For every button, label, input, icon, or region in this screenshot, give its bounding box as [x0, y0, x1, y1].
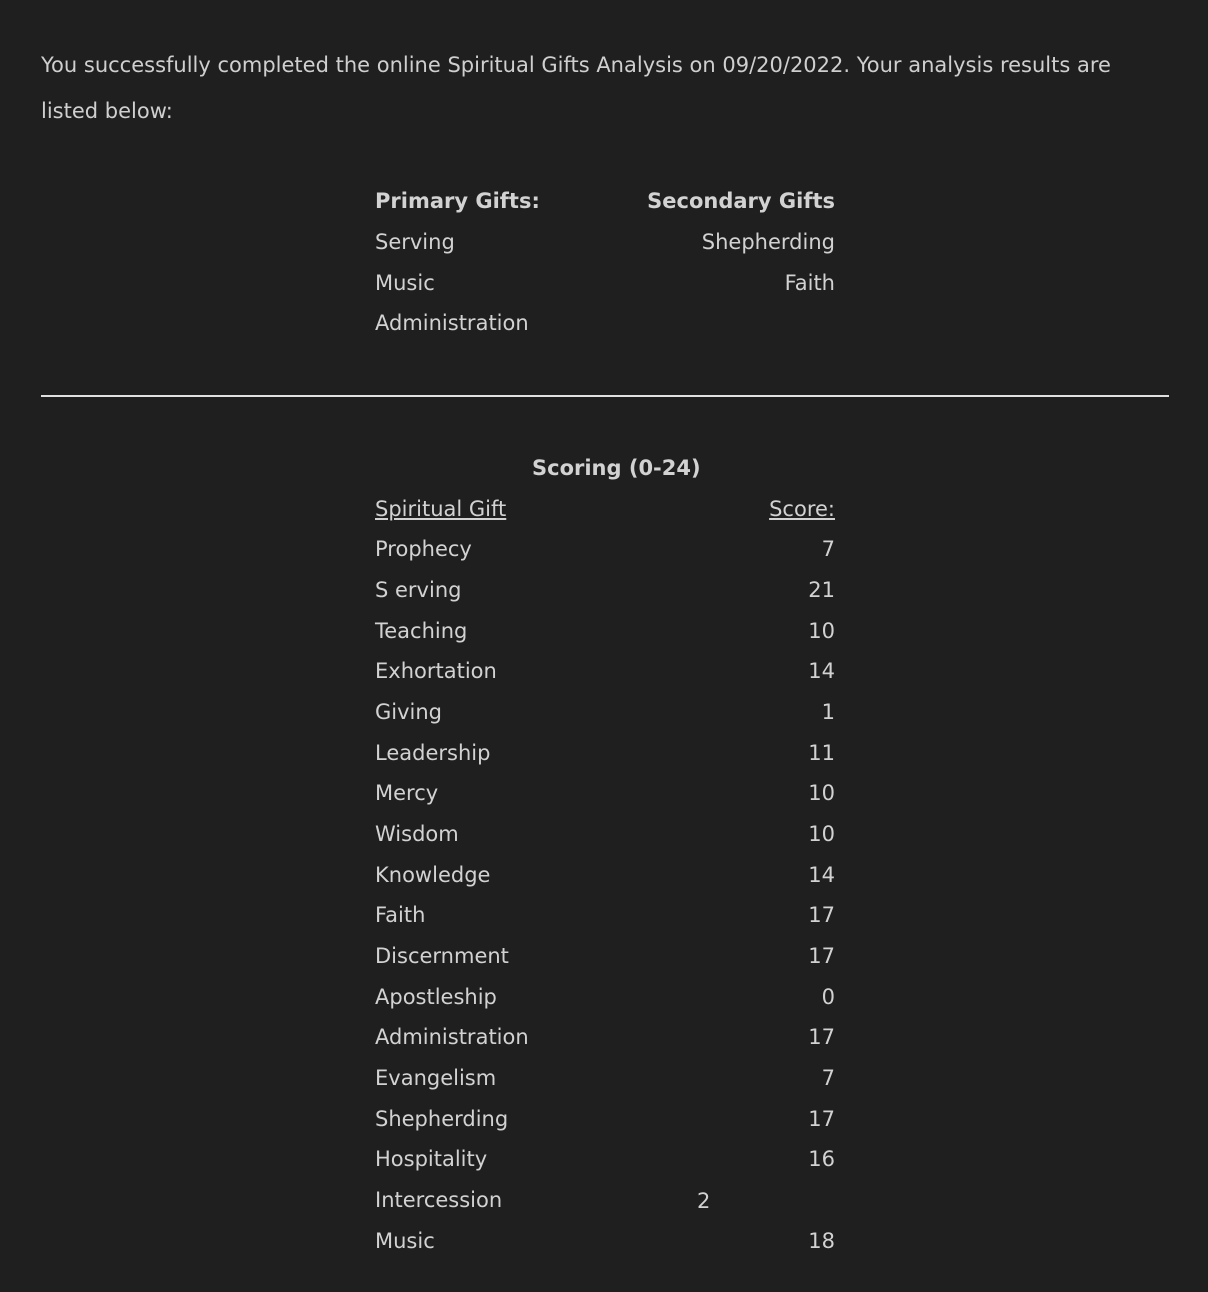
score-column-header: Score: [769, 497, 835, 521]
gift-name: Apostleship [375, 985, 497, 1009]
gift-name: Teaching [375, 619, 468, 643]
gift-name: Leadership [375, 741, 491, 765]
table-row [375, 900, 835, 930]
primary-gift: Music [375, 271, 435, 295]
table-row [375, 1144, 835, 1174]
table-row [375, 534, 835, 564]
table-row [375, 1022, 835, 1052]
scoring-title-row [375, 453, 835, 483]
table-row [375, 738, 835, 768]
gift-name: Wisdom [375, 822, 459, 846]
gift-score: 0 [821, 985, 835, 1009]
table-row [375, 982, 835, 1012]
gift-name: Administration [375, 1025, 529, 1049]
gifts-header-row [375, 186, 835, 216]
spiritual-gift-column-header: Spiritual Gift [375, 497, 507, 521]
secondary-gift: Shepherding [701, 230, 835, 254]
gift-name: Faith [375, 903, 426, 927]
gift-name: Intercession [375, 1188, 503, 1212]
scoring-header-row [375, 494, 835, 524]
primary-gifts-header: Primary Gifts: [375, 189, 540, 213]
table-row [375, 697, 835, 727]
gift-score: 21 [808, 578, 835, 602]
gift-score: 10 [808, 619, 835, 643]
gift-name: Knowledge [375, 863, 491, 887]
gift-score: 14 [808, 659, 835, 683]
gift-score: 16 [808, 1147, 835, 1171]
section-divider [41, 395, 1169, 397]
secondary-gift: Faith [784, 271, 835, 295]
gift-score: 10 [808, 822, 835, 846]
gift-name: Exhortation [375, 659, 497, 683]
gift-name: Music [375, 1229, 435, 1253]
gift-name: S erving [375, 578, 462, 602]
table-row [375, 1104, 835, 1134]
gifts-row [375, 308, 835, 338]
table-row [375, 941, 835, 971]
table-row [375, 1185, 835, 1215]
gift-name: Mercy [375, 781, 439, 805]
gifts-row [375, 268, 835, 298]
intro-text: You successfully completed the online Spiritual Gifts Analysis on 09/20/2022. Your analysis results are listed below: [41, 53, 1111, 123]
gift-score: 10 [808, 781, 835, 805]
gifts-row [375, 227, 835, 257]
gift-score: 18 [808, 1229, 835, 1253]
gift-score: 11 [808, 741, 835, 765]
gift-name: Evangelism [375, 1066, 497, 1090]
gift-score: 7 [821, 537, 835, 561]
table-row [375, 656, 835, 686]
gift-name: Hospitality [375, 1147, 488, 1171]
gift-score: 17 [808, 944, 835, 968]
gift-score: 17 [808, 1025, 835, 1049]
primary-gift: Serving [375, 230, 455, 254]
table-row [375, 819, 835, 849]
table-row [375, 1063, 835, 1093]
gift-score: 7 [821, 1066, 835, 1090]
table-row [375, 1226, 835, 1256]
table-row [375, 778, 835, 808]
intercession-score-misaligned: 2 [697, 1189, 711, 1213]
table-row [375, 575, 835, 605]
primary-gift: Administration [375, 311, 529, 335]
gift-name: Discernment [375, 944, 509, 968]
gift-score: 1 [821, 700, 835, 724]
scoring-title: Scoring (0-24) [532, 456, 701, 480]
gift-score: 17 [808, 903, 835, 927]
gift-name: Prophecy [375, 537, 472, 561]
gift-score: 17 [808, 1107, 835, 1131]
table-row [375, 616, 835, 646]
gift-score: 14 [808, 863, 835, 887]
gift-name: Shepherding [375, 1107, 509, 1131]
table-row [375, 860, 835, 890]
secondary-gifts-header: Secondary Gifts [647, 189, 835, 213]
gift-name: Giving [375, 700, 443, 724]
